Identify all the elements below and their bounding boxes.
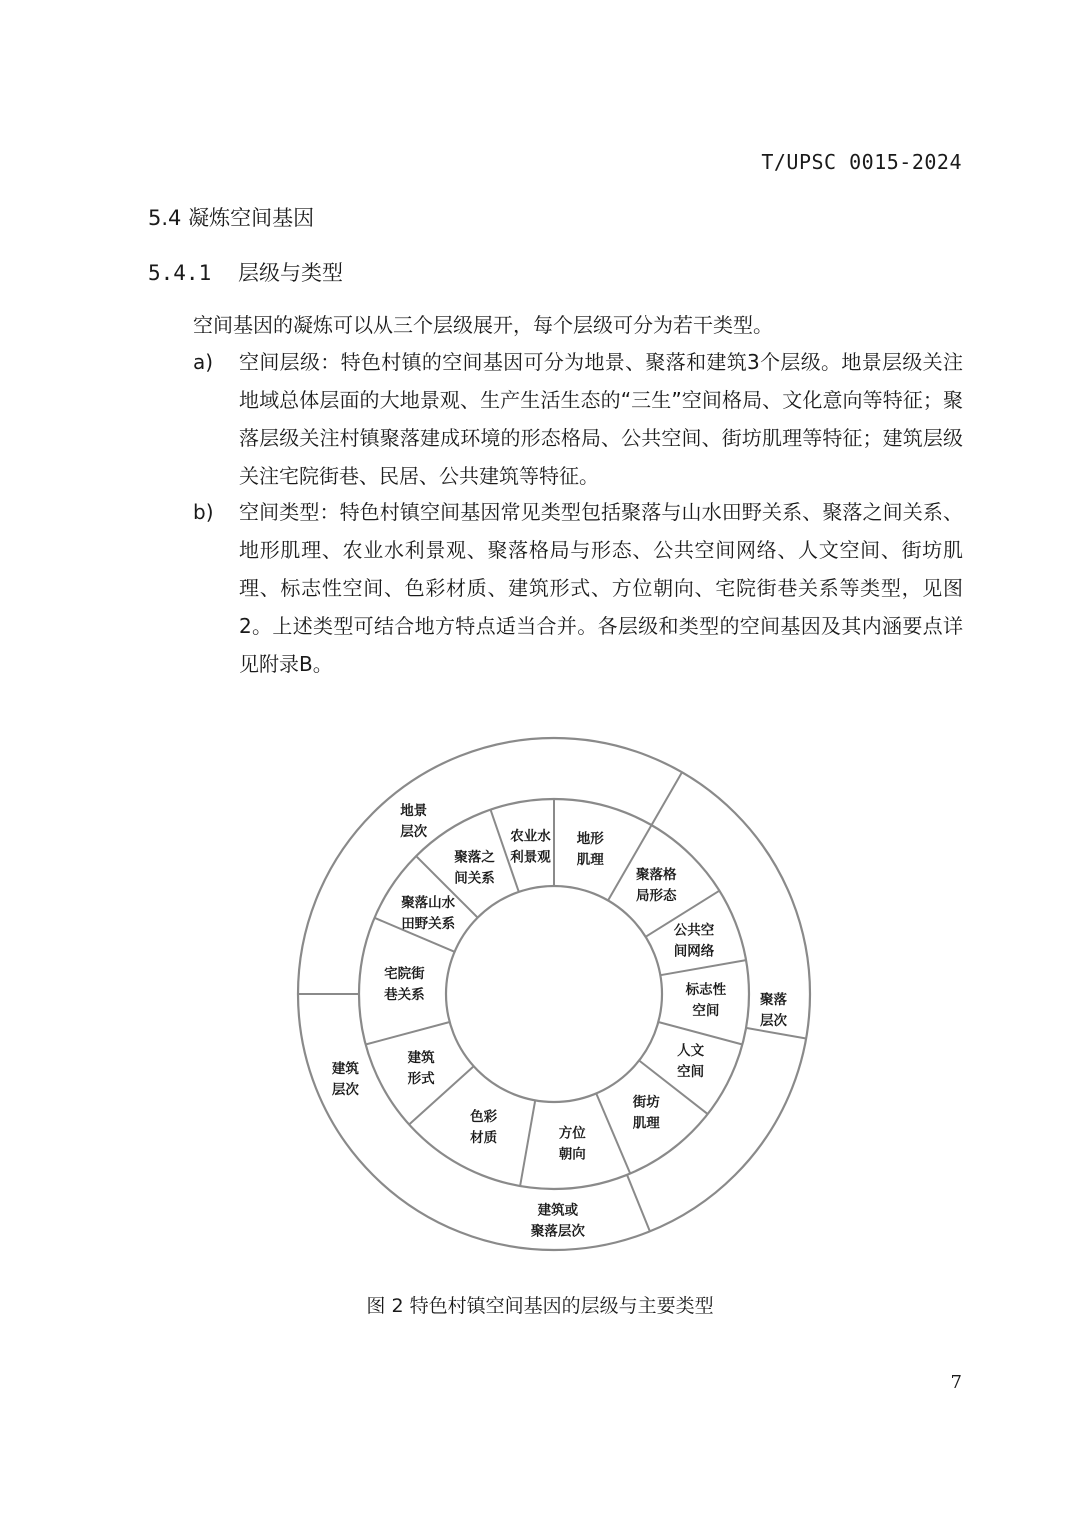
outer-segment-label: 建筑或聚落层次 (530, 1202, 585, 1240)
inner-segment-label: 街坊肌理 (632, 1094, 660, 1132)
outer-divider-2 (627, 1175, 650, 1232)
outer-segment-label: 建筑层次 (331, 1060, 359, 1098)
spatial-gene-ring-diagram (296, 736, 812, 1252)
inner-divider-6 (596, 1093, 630, 1173)
list-item-a (193, 343, 963, 495)
list-item-label: b) (193, 500, 214, 524)
list-item-b (193, 493, 963, 683)
figure-caption: 图 2 特色村镇空间基因的层级与主要类型 (366, 1295, 714, 1317)
inner-segment-label: 色彩材质 (470, 1108, 498, 1146)
inner-segment-label: 公共空间网络 (673, 922, 715, 960)
inner-divider-3 (660, 960, 746, 975)
intro-paragraph: 空间基因的凝炼可以从三个层级展开，每个层级可分为若干类型。 (193, 313, 773, 337)
section-heading (148, 202, 314, 232)
document-id: T/UPSC 0015-2024 (761, 150, 962, 174)
subsection-number: 5.4.1 (148, 261, 212, 285)
outer-segment-label: 聚落层次 (760, 991, 787, 1029)
inner-segment-label: 地形肌理 (576, 831, 604, 868)
outer-divider-0 (652, 772, 683, 825)
inner-segment-label: 人文空间 (677, 1043, 705, 1081)
ring-diagram-svg (296, 736, 812, 1252)
section-number: 5.4 (148, 206, 182, 230)
inner-segment-label: 建筑形式 (407, 1050, 435, 1088)
subsection-heading (148, 257, 343, 287)
inner-segment-label: 方位朝向 (558, 1125, 586, 1163)
inner-divider-7 (520, 1100, 535, 1186)
subsection-title: 层级与类型 (238, 261, 343, 285)
list-item-text: 空间层级：特色村镇的空间基因可分为地景、聚落和建筑3个层级。地景层级关注地域总体层面的大地景观、生产生活生态的“三生”空间格局、文化意向等特征；聚落层级关注村镇聚落建成环境的形态格局、公共空间、街坊肌理等特征；建筑层级关注宅院街巷、民居、公共建筑等特征。 (239, 350, 963, 488)
outer-segment-label: 地景层次 (400, 803, 428, 841)
page-number: 7 (950, 1372, 962, 1393)
inner-segment-label: 聚落山水田野关系 (401, 894, 456, 932)
inner-segment-label: 宅院街巷关系 (384, 966, 425, 1003)
list-item-text: 空间类型：特色村镇空间基因常见类型包括聚落与山水田野关系、聚落之间关系、地形肌理、农业水利景观、聚落格局与形态、公共空间网络、人文空间、街坊肌理、标志性空间、色彩材质、建筑形式、方位朝向、宅院街巷关系等类型，见图2。上述类型可结合地方特点适当合并。各层级和类型的空间基因及其内涵要点详见附录B。 (239, 500, 963, 676)
inner-circle (446, 886, 662, 1102)
inner-divider-4 (658, 1022, 742, 1045)
inner-segment-label: 聚落之间关系 (454, 849, 495, 887)
section-title: 凝炼空间基因 (188, 206, 315, 230)
inner-segment-label: 农业水利景观 (510, 828, 551, 866)
list-item-label: a) (193, 350, 214, 374)
inner-segment-label: 聚落格局形态 (636, 866, 677, 904)
outer-divider-1 (746, 1028, 806, 1039)
inner-divider-9 (366, 1022, 450, 1045)
inner-segment-label: 标志性空间 (685, 981, 727, 1019)
